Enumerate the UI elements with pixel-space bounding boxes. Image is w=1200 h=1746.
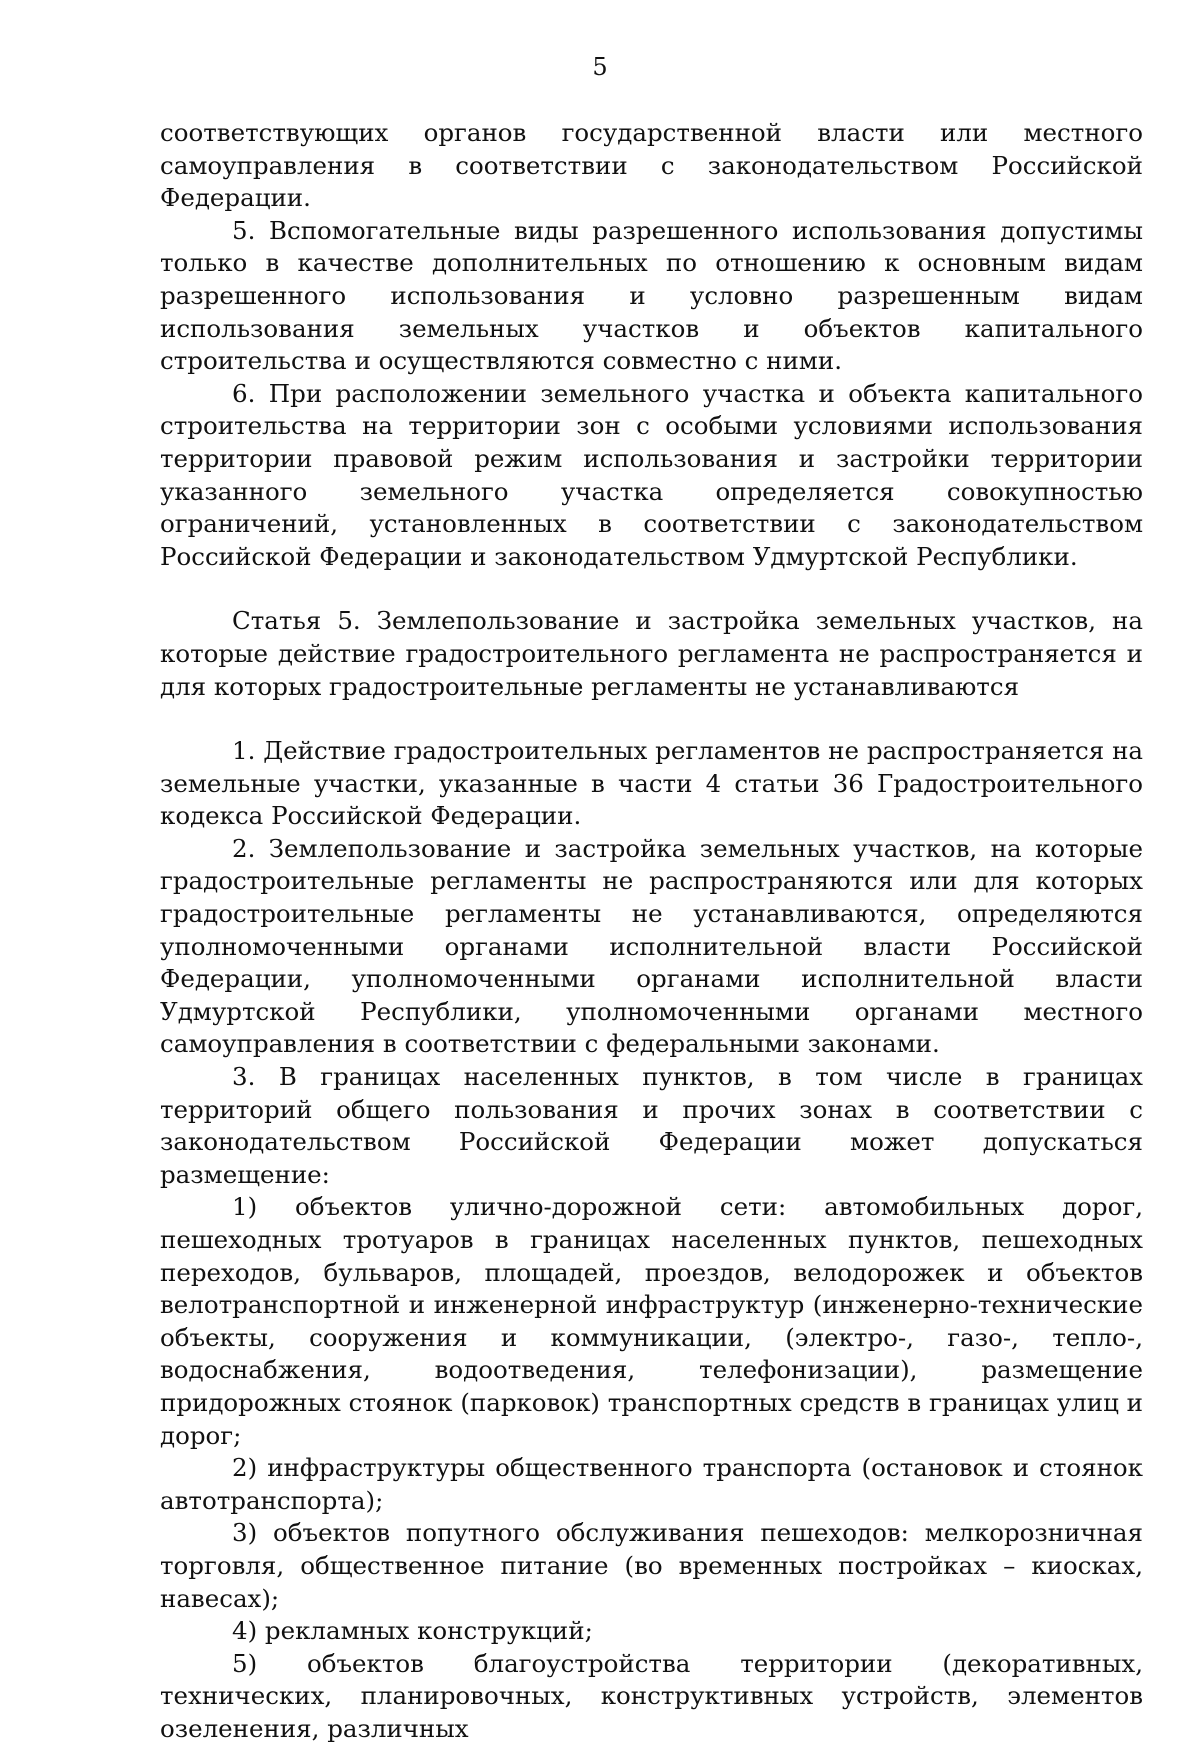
page-number: 5 [592,53,608,81]
paragraph-continuation: соответствующих органов государственной власти или местного самоуправления в соответствии с законодательством Российской Федерации. [160,118,1143,213]
list-item-4: 4) рекламных конструкций; [232,1616,593,1646]
article-paragraph-1: 1. Действие градостроительных регламентов не распространяется на земельные участки, указанные в части 4 статьи 36 Градостроительного кодекса Российской Федерации. [160,736,1143,831]
paragraph-item-6: 6. При расположении земельного участка и объекта капитального строительства на территории зон с особыми условиями использования территории правовой режим использования и застройки территории указанного земельного участка определяется совокупностью ограничений, установленных в соответствии с законодательством Российской Федерации и законодательством Удмуртской Республики. [160,378,1143,571]
article-paragraph-2: 2. Землепользование и застройка земельных участков, на которые градостроительные регламенты не распространяются или для которых градостроительные регламенты не устанавливаются, определяются уполномоченными органами исполнительной власти Российской Федерации, уполномоченными органами исполнительной власти Удмуртской Республики, уполномоченными органами местного самоуправления в соответствии с федеральными законами. [160,833,1143,1059]
list-item-1: 1) объектов улично-дорожной сети: автомобильных дорог, пешеходных тротуаров в границах населенных пунктов, пешеходных переходов, бульваров, площадей, проездов, велодорожек и объектов велотранспортной и инженерной инфраструктур (инженерно-технические объекты, сооружения и коммуникации, (электро-, газо-, тепло-, водоснабжения, водоотведения, телефонизации), размещение придорожных стоянок (парковок) транспортных средств в границах улиц и дорог; [160,1192,1143,1450]
document-body [160,117,1143,1746]
list-item-5: 5) объектов благоустройства территории (декоративных, технических, планировочных, конструктивных устройств, элементов озеленения, различных [160,1648,1143,1743]
list-item-2: 2) инфраструктуры общественного транспорта (остановок и стоянок автотранспорта); [160,1453,1143,1515]
article-paragraph-3: 3. В границах населенных пунктов, в том числе в границах территорий общего пользования и прочих зонах в соответствии с законодательством Российской Федерации может допускаться размещение: [160,1062,1143,1189]
article-title: Статья 5. Землепользование и застройка земельных участков, на которые действие градостроительного регламента не распространяется и для которых градостроительные регламенты не устанавливаются [160,606,1143,701]
paragraph-item-5: 5. Вспомогательные виды разрешенного использования допустимы только в качестве дополнительных по отношению к основным видам разрешенного использования и условно разрешенным видам использования земельных участков и объектов капитального строительства и осуществляются совместно с ними. [160,215,1143,376]
list-item-3: 3) объектов попутного обслуживания пешеходов: мелкорозничная торговля, общественное питание (во временных постройках – киосках, навесах); [160,1518,1143,1613]
